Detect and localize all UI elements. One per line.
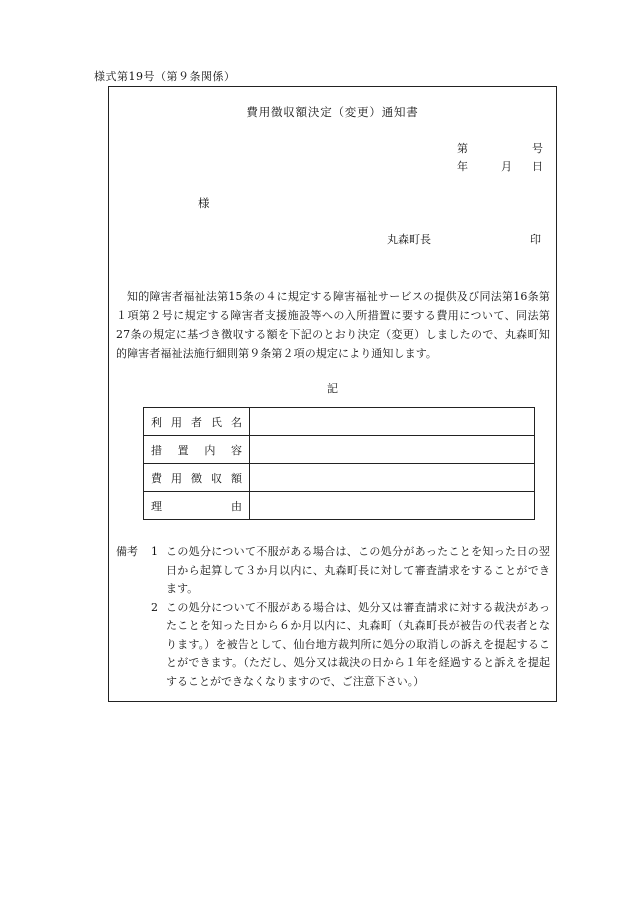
table-row <box>144 464 535 492</box>
table-row <box>144 408 535 436</box>
recipient-honorific: 様 <box>198 196 210 210</box>
date-year: 年 <box>457 160 468 173</box>
row-value-reason <box>250 492 535 520</box>
remark-item <box>116 543 550 599</box>
notice-body: 知的障害者福祉法第15条の４に規定する障害福祉サービスの提供及び同法第16条第１項第２号に規定する障害者支援施設等への入所措置に要する費用について、同法第27条の規定に基づき徴収する額を下記のとおり決定（変更）しましたので、丸森町知的障害者福祉法施行細則第９条第２項の規定により通知します。 <box>116 290 550 360</box>
document-title: 費用徴収額決定（変更）通知書 <box>246 105 419 119</box>
ki-heading: 記 <box>327 382 338 395</box>
remark-item <box>116 599 550 692</box>
table-row <box>144 436 535 464</box>
remark-text: この処分について不服がある場合は、処分又は審査請求に対する裁決があったことを知った日から６か月以内に、丸森町（丸森町長が被告の代表者となります。）を被告として、仙台地方裁判所に処分の取消しの訴えを提起することができます。（ただし、処分又は裁決の日から１年を経過すると訴えを提起することができなくなりますので、ご注意下さい。） <box>166 600 550 688</box>
date-month: 月 <box>501 160 512 173</box>
table-row <box>144 492 535 520</box>
remarks-header: 備考 <box>116 545 138 558</box>
row-label-fee: 費 用 徴 収 額 <box>144 464 250 492</box>
row-label-user-name: 利 用 者 氏 名 <box>144 408 250 436</box>
issuer-name: 丸森町長 <box>387 233 431 246</box>
date-day: 日 <box>532 160 543 173</box>
details-table <box>143 407 535 520</box>
remark-number: 2 <box>151 600 158 614</box>
form-number: 様式第19号（第９条関係） <box>94 70 236 83</box>
row-label-measure: 措 置 内 容 <box>144 436 250 464</box>
doc-number-suffix: 号 <box>532 142 543 155</box>
remark-number: 1 <box>151 545 158 558</box>
notice-frame <box>108 86 557 702</box>
remark-text: この処分について不服がある場合は、この処分があったことを知った日の翌日から起算して３か月以内に、丸森町長に対して審査請求をすることができます。 <box>166 545 550 595</box>
row-value-fee <box>250 464 535 492</box>
row-value-user-name <box>250 408 535 436</box>
doc-number-prefix: 第 <box>457 142 468 155</box>
row-value-measure <box>250 436 535 464</box>
remarks-section <box>116 543 550 691</box>
row-label-reason: 理 由 <box>144 492 250 520</box>
seal-mark: 印 <box>530 233 541 246</box>
